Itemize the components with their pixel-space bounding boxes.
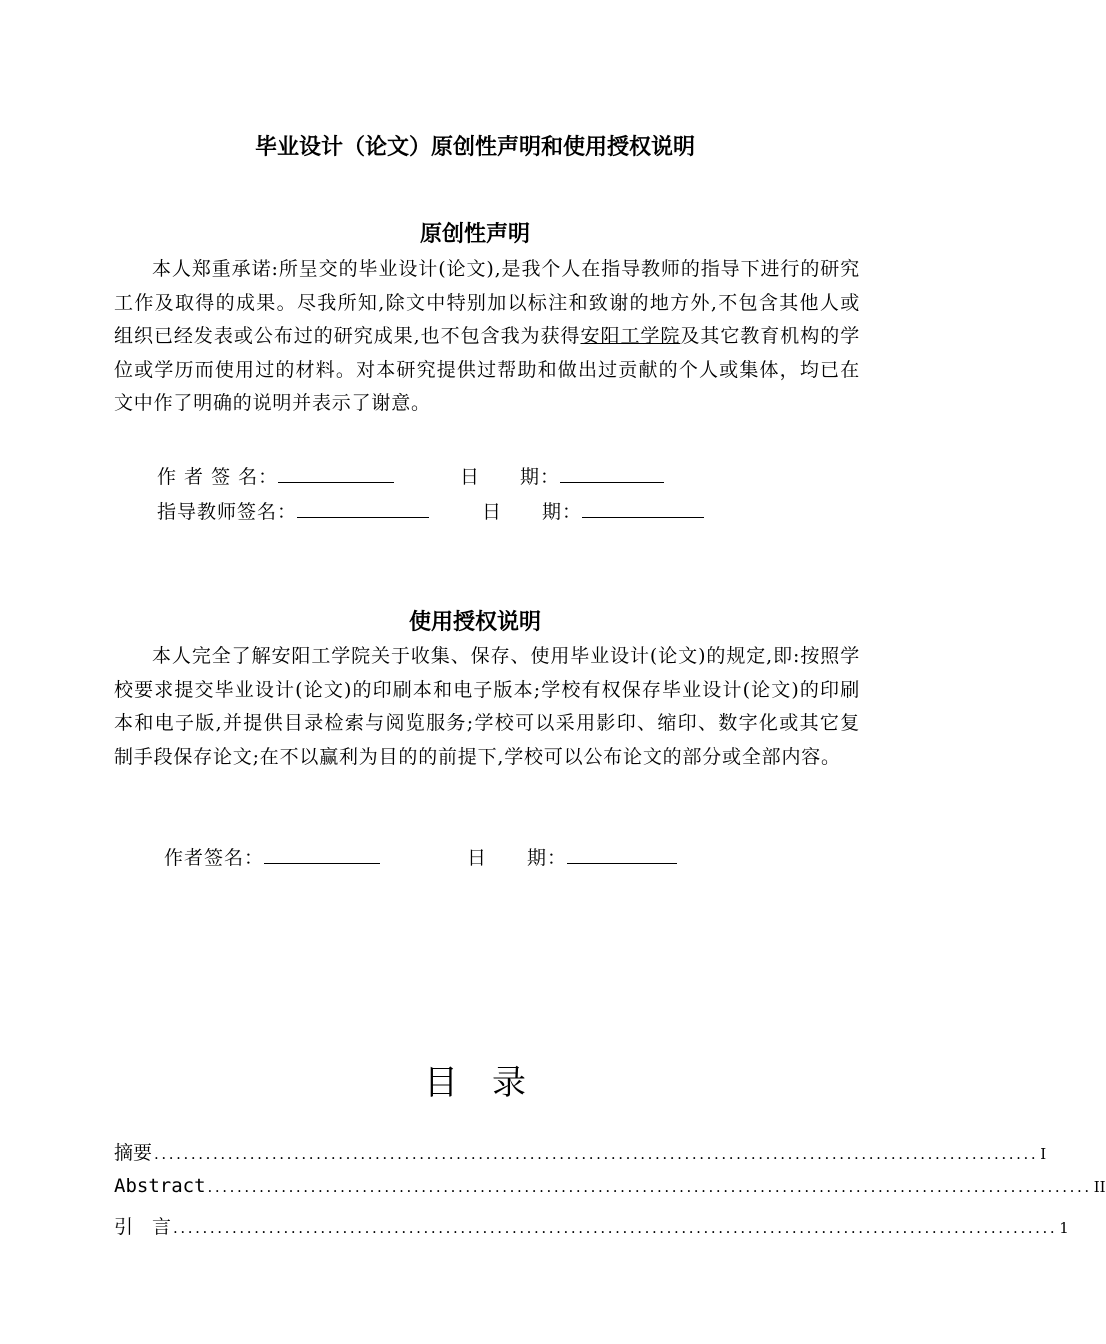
- advisor-sign-label: 指导教师签名：: [157, 501, 298, 523]
- document-title: 毕业设计（论文）原创性声明和使用授权说明: [254, 135, 695, 160]
- advisor-date-line: [482, 497, 704, 524]
- advisor-sign-blank: [297, 499, 429, 518]
- originality-paragraph: [114, 253, 860, 421]
- toc-entry-page: II: [1093, 1178, 1106, 1196]
- authorization-title: 使用授权说明: [408, 610, 541, 635]
- advisor-date-label: 日 期：: [482, 501, 583, 523]
- auth-date-blank: [567, 845, 677, 864]
- author-signature-line: [157, 462, 394, 489]
- author-sign-label: 作 者 签 名：: [157, 466, 279, 488]
- authorization-paragraph: [114, 640, 860, 774]
- auth-date-line: [467, 843, 677, 870]
- toc-entry-label: 引 言: [114, 1216, 172, 1238]
- toc-entry-page: I: [1040, 1145, 1047, 1163]
- author-date-line: [460, 462, 664, 489]
- originality-title: 原创性声明: [419, 222, 530, 247]
- toc-leader-dots: ........................................................................................................................: [154, 1145, 1039, 1163]
- school-name: 安阳工学院: [580, 325, 681, 347]
- toc-entry[interactable]: [114, 1138, 1047, 1168]
- toc-entry[interactable]: [114, 1175, 1106, 1205]
- advisor-date-blank: [582, 499, 704, 518]
- auth-author-sign-label: 作者签名：: [164, 847, 265, 869]
- auth-date-label: 日 期：: [467, 847, 568, 869]
- originality-text-pre: 本人郑重承诺:所呈交的毕业设计(论文),是我个人在指导教师的指导下进行的研究工作及取得的成果。尽我所知,除文中特别加以标注和致谢的地方外,不包含其他人或组织已经发表或公布过的研究成果,也不包含我为获得: [114, 258, 860, 347]
- auth-author-signature-line: [164, 843, 380, 870]
- originality-text-post: 及其它教育机构的学位或学历而使用过的材料。对本研究提供过帮助和做出过贡献的个人或集体，均已在文中作了明确的说明并表示了谢意。: [114, 325, 860, 414]
- toc-entry-page: 1: [1059, 1219, 1069, 1237]
- toc-entry-label: Abstract: [114, 1175, 206, 1197]
- author-sign-blank: [278, 464, 394, 483]
- toc-leader-dots: ........................................................................................................................: [207, 1178, 1092, 1196]
- toc-leader-dots: ........................................................................................................................: [173, 1219, 1058, 1237]
- advisor-signature-line: [157, 497, 429, 524]
- authorization-text: 本人完全了解安阳工学院关于收集、保存、使用毕业设计(论文)的规定,即:按照学校要求提交毕业设计(论文)的印刷本和电子版本;学校有权保存毕业设计(论文)的印刷本和电子版,并提供目录检索与阅览服务;学校可以采用影印、缩印、数字化或其它复制手段保存论文;在不以赢利为目的的前提下,学校可以公布论文的部分或全部内容。: [114, 645, 860, 768]
- toc-title: 目录: [424, 1063, 560, 1103]
- toc-entry-label: 摘要: [114, 1142, 153, 1164]
- auth-author-sign-blank: [264, 845, 380, 864]
- author-date-label: 日 期：: [460, 466, 561, 488]
- author-date-blank: [560, 464, 664, 483]
- toc-entry[interactable]: [114, 1212, 1069, 1242]
